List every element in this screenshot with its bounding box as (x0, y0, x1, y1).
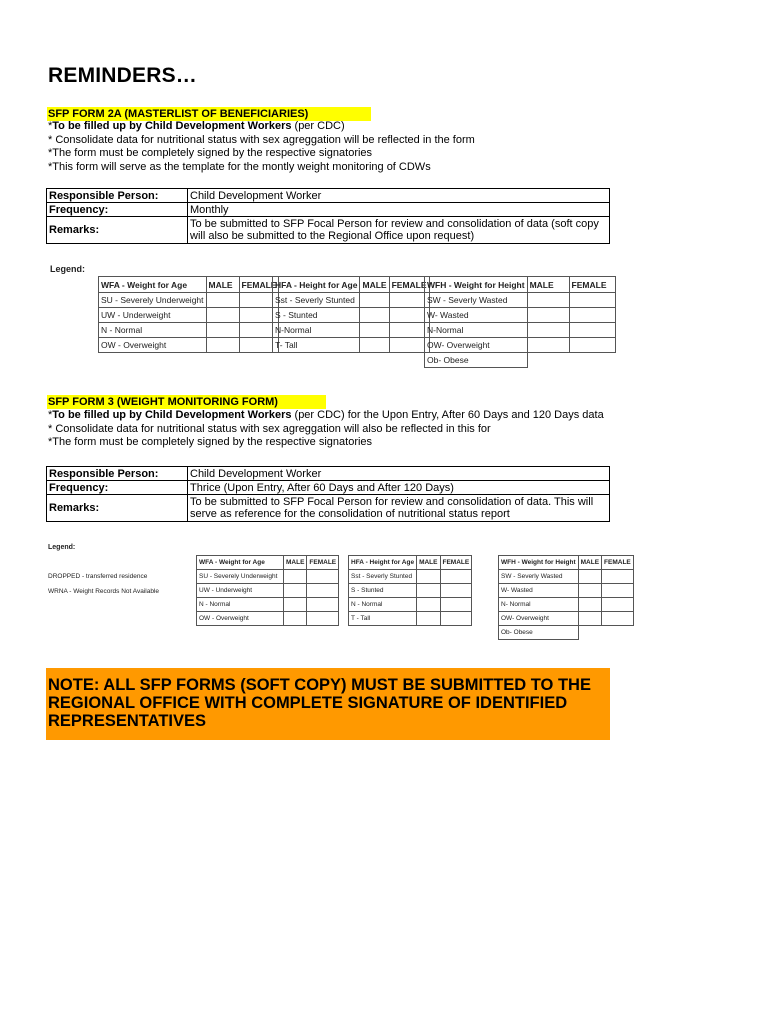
frequency-value: Monthly (188, 203, 610, 217)
form3-responsible-row (47, 467, 610, 481)
wfh-header: WFH - Weight for Height (499, 556, 579, 570)
female-header: FEMALE (239, 277, 279, 293)
legend-row: N - Normal (99, 323, 207, 338)
legend-wfh-table (424, 276, 616, 368)
form2a-responsible-row (47, 189, 610, 203)
page-title: REMINDERS… (48, 64, 198, 87)
legend-row: Ob- Obese (499, 626, 579, 640)
legend-row: OW - Overweight (99, 338, 207, 353)
legend-row: S - Stunted (273, 308, 360, 323)
legend-title: Legend: (48, 544, 76, 551)
male-header: MALE (360, 277, 389, 293)
legend-row: SU - Severely Underweight (99, 293, 207, 308)
remarks-value: To be submitted to SFP Focal Person for review and consolidation of data. This will serve as reference for the consolidation of nutritional status report (188, 495, 610, 522)
remarks-label: Remarks: (47, 495, 188, 522)
legend-row: Ob- Obese (425, 353, 528, 368)
legend-row: N-Normal (273, 323, 360, 338)
legend-row: N - Normal (197, 598, 284, 612)
legend-row: SW - Severly Wasted (425, 293, 528, 308)
form2a-instruction-1: *To be filled up by Child Development Workers (per CDC) (48, 120, 345, 132)
legend-row: UW - Underweight (197, 584, 284, 598)
form2a-remarks-row (47, 217, 610, 244)
legend-row: T - Tall (349, 612, 417, 626)
responsible-value: Child Development Worker (188, 467, 610, 481)
remarks-label: Remarks: (47, 217, 188, 244)
legend-row: UW - Underweight (99, 308, 207, 323)
form2a-instruction-4: *This form will serve as the template for the montly weight monitoring of CDWs (48, 160, 431, 173)
legend-row: N-Normal (425, 323, 528, 338)
legend-title: Legend: (50, 264, 85, 274)
legend-row: Sst - Severly Stunted (273, 293, 360, 308)
frequency-label: Frequency: (47, 203, 188, 217)
form3-frequency-row (47, 481, 610, 495)
form3-instruction-1-bold: To be filled up by Child Development Workers (52, 409, 292, 421)
form2a-legend-image (46, 260, 616, 368)
hfa-header: HFA - Height for Age (273, 277, 360, 293)
female-header: FEMALE (389, 277, 429, 293)
legend-row: N - Normal (349, 598, 417, 612)
form2a-instruction-3: *The form must be completely signed by the respective signatories (48, 147, 373, 159)
form3-details-table (46, 466, 610, 522)
wfa-header: WFA - Weight for Age (99, 277, 207, 293)
male-header: MALE (527, 277, 569, 293)
form2a-instruction-2: * Consolidate data for nutritional status with sex agreggation will be reflected in the form (48, 133, 475, 146)
wrna-note: WRNA - Weight Records Not Available (48, 588, 160, 595)
male-header: MALE (284, 556, 307, 570)
female-header: FEMALE (569, 277, 615, 293)
male-header: MALE (206, 277, 239, 293)
female-header: FEMALE (307, 556, 339, 570)
frequency-value: Thrice (Upon Entry, After 60 Days and After 120 Days) (188, 481, 610, 495)
legend-row: S - Stunted (349, 584, 417, 598)
legend-wfa-table (196, 555, 339, 626)
dropped-note: DROPPED - transferred residence (48, 573, 148, 580)
form3-instructions (48, 409, 604, 450)
frequency-label: Frequency: (47, 481, 188, 495)
legend-row: OW- Overweight (499, 612, 579, 626)
form3-instruction-3: *The form must be completely signed by the respective signatories (48, 436, 373, 448)
form3-instruction-2: * Consolidate data for nutritional status with sex agreggation will also be reflected in this for (48, 422, 491, 435)
hfa-header: HFA - Height for Age (349, 556, 417, 570)
form2a-heading: SFP FORM 2A (MASTERLIST OF BENEFICIARIES) (47, 107, 371, 121)
legend-row: Sst - Severly Stunted (349, 570, 417, 584)
female-header: FEMALE (440, 556, 472, 570)
form2a-instructions (48, 120, 475, 174)
legend-row: OW - Overweight (197, 612, 284, 626)
form2a-frequency-row (47, 203, 610, 217)
wfh-header: WFH - Weight for Height (425, 277, 528, 293)
legend-row: T- Tall (273, 338, 360, 353)
legend-wfh-table (498, 555, 634, 640)
legend-row: SW - Severly Wasted (499, 570, 579, 584)
form3-remarks-row (47, 495, 610, 522)
legend-row: N- Normal (499, 598, 579, 612)
form3-legend-image (46, 538, 631, 642)
male-header: MALE (578, 556, 601, 570)
legend-row: OW- Overweight (425, 338, 528, 353)
form3-instruction-1: *To be filled up by Child Development Workers (per CDC) for the Upon Entry, After 60 Days and 120 Days data (48, 409, 604, 421)
responsible-label: Responsible Person: (47, 467, 188, 481)
legend-row: W- Wasted (425, 308, 528, 323)
legend-hfa-table (272, 276, 430, 353)
female-header: FEMALE (602, 556, 634, 570)
legend-row: W- Wasted (499, 584, 579, 598)
remarks-value: To be submitted to SFP Focal Person for review and consolidation of data (soft copy will also be submitted to the Regional Office upon request) (188, 217, 610, 244)
wfa-header: WFA - Weight for Age (197, 556, 284, 570)
legend-wfa-table (98, 276, 279, 353)
responsible-value: Child Development Worker (188, 189, 610, 203)
form2a-instruction-1-bold: To be filled up by Child Development Workers (52, 120, 292, 132)
legend-row: SU - Severely Underweight (197, 570, 284, 584)
responsible-label: Responsible Person: (47, 189, 188, 203)
form3-heading: SFP FORM 3 (WEIGHT MONITORING FORM) (47, 395, 326, 409)
legend-hfa-table (348, 555, 472, 626)
form2a-details-table (46, 188, 610, 244)
male-header: MALE (417, 556, 440, 570)
submission-note: NOTE: ALL SFP FORMS (SOFT COPY) MUST BE SUBMITTED TO THE REGIONAL OFFICE WITH COMPLETE SIGNATURE OF IDENTIFIED REPRESENTATIVES (46, 668, 610, 740)
